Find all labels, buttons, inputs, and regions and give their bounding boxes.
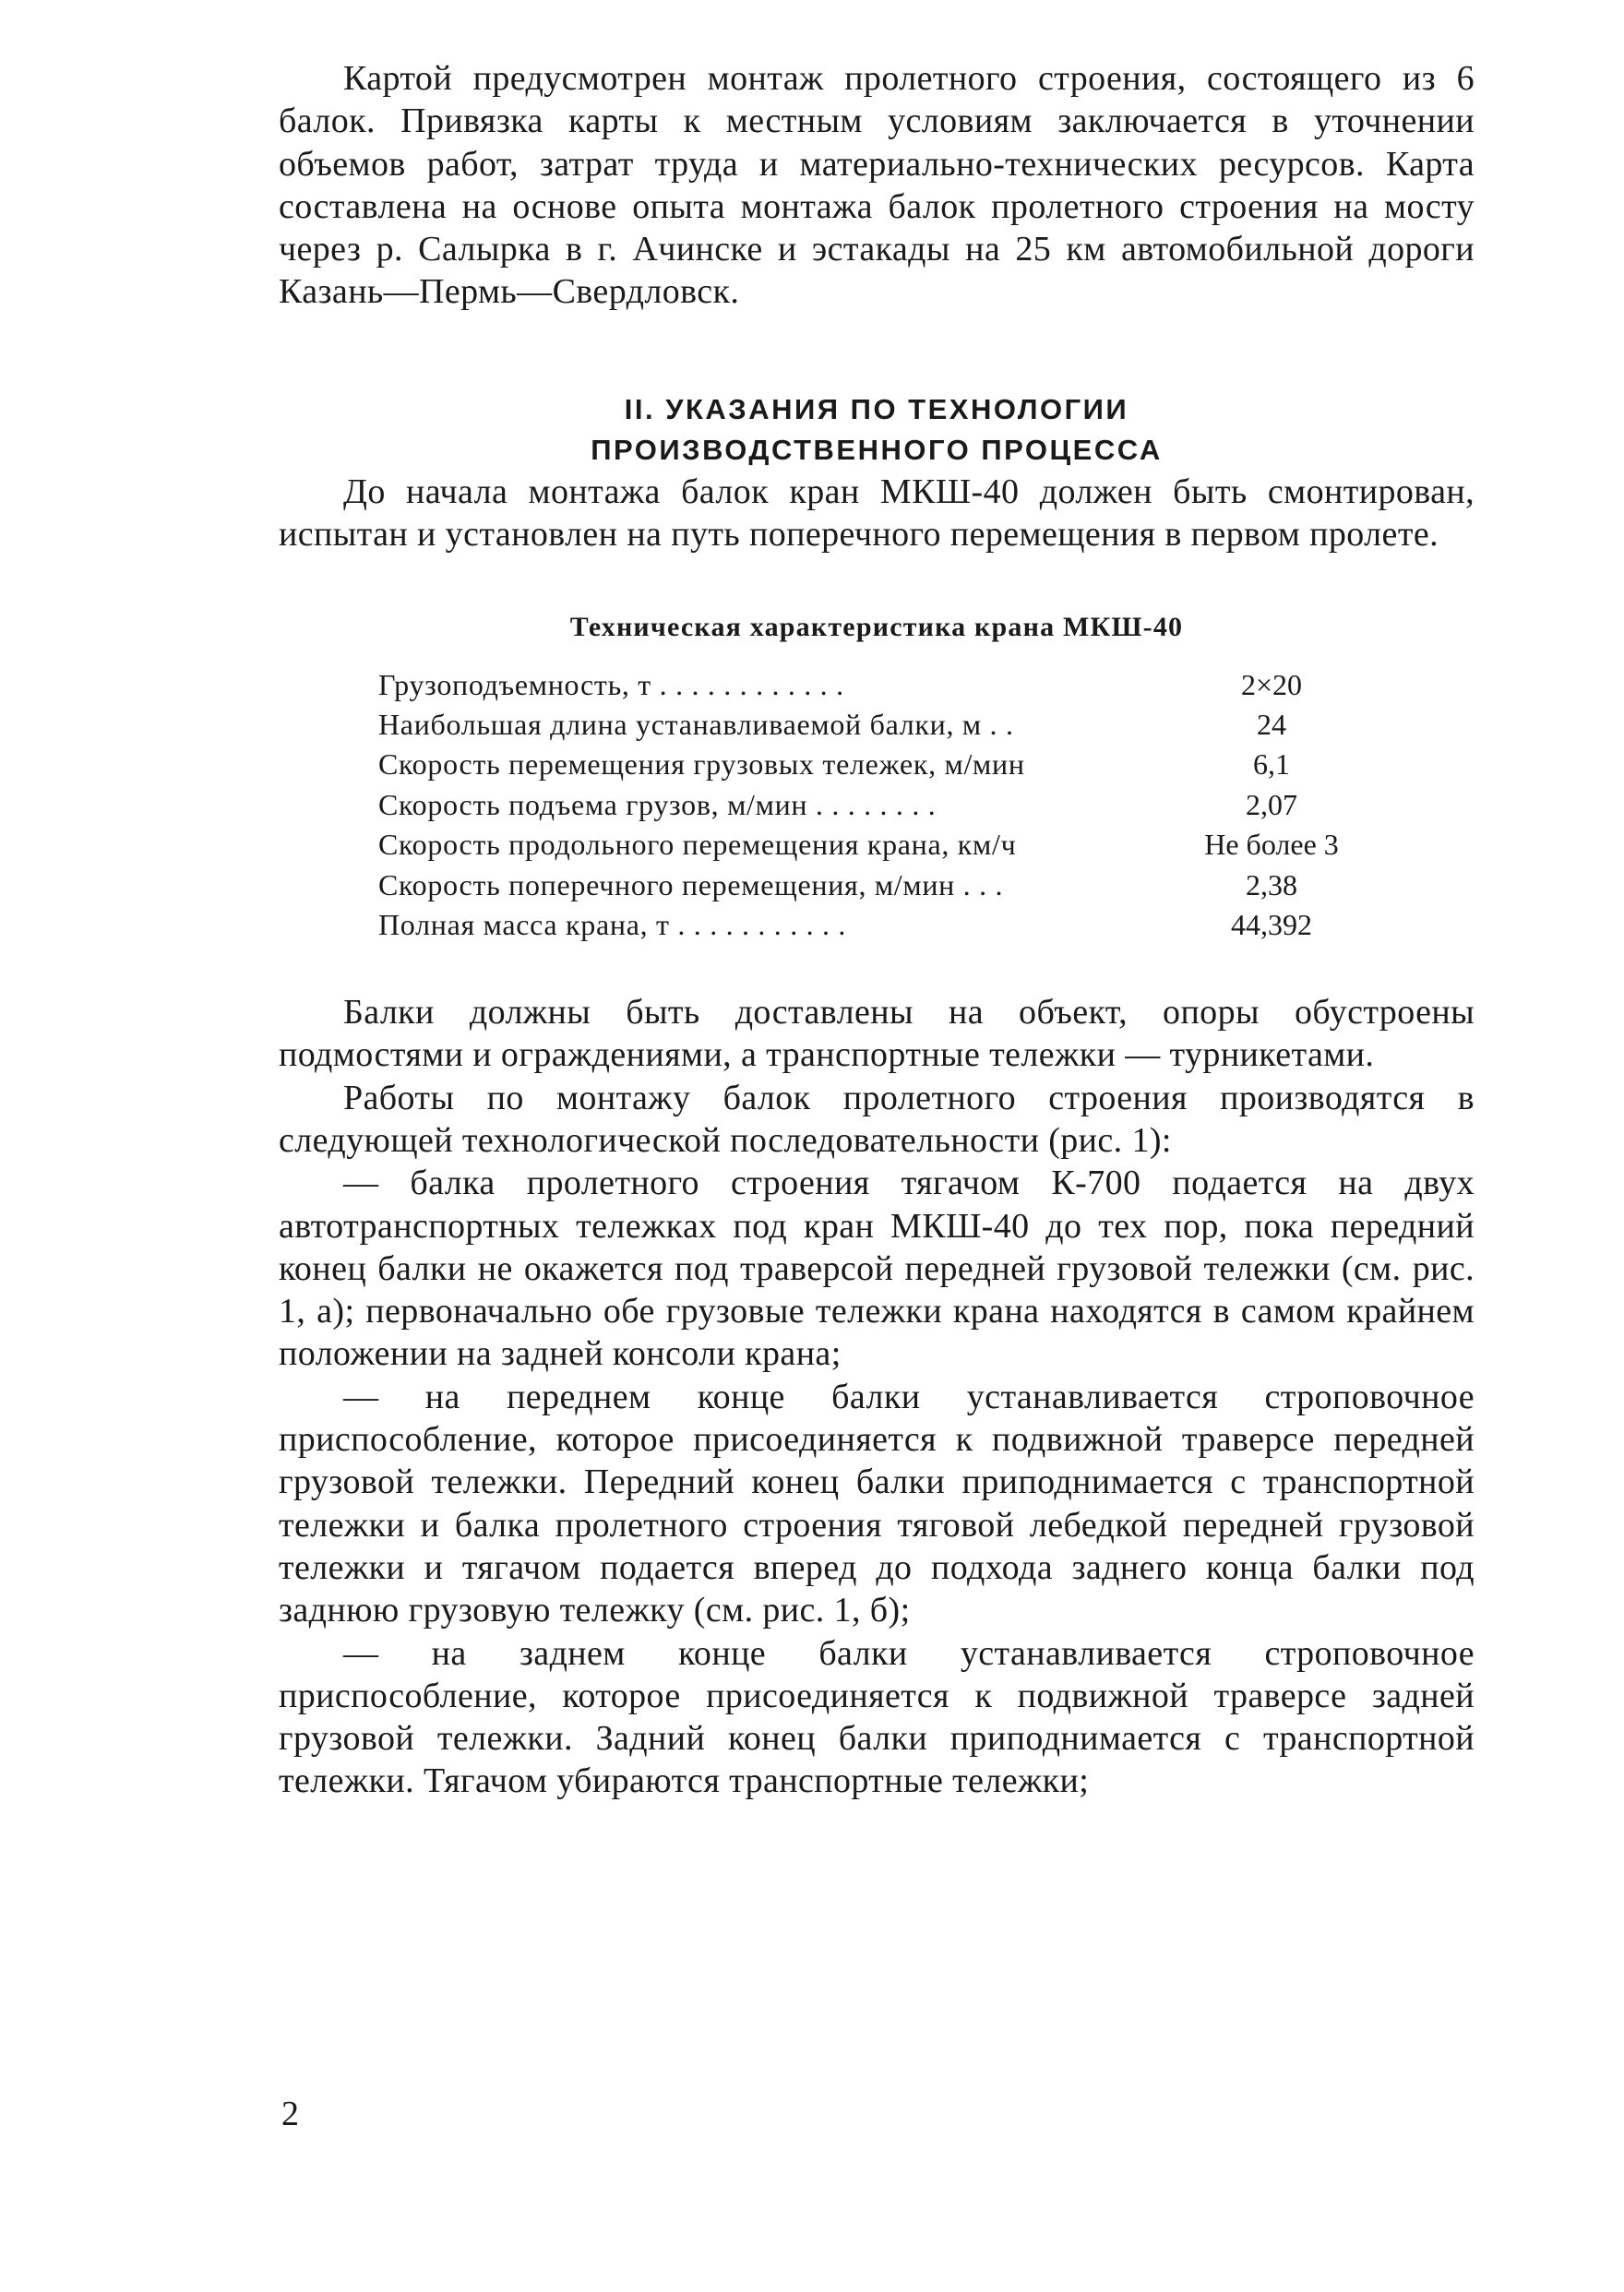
specs-row (378, 905, 1364, 945)
specs-label: Полная масса крана, т . . . . . . . . . . . (378, 907, 847, 941)
specs-value: 2×20 (1240, 667, 1303, 701)
specs-table-title: Техническая характеристика крана МКШ-40 (569, 612, 1184, 643)
specs-value: 2,07 (1246, 787, 1297, 821)
section-heading-line-2: ПРОИЗВОДСТВЕННОГО ПРОЦЕССА (591, 433, 1163, 466)
specs-label: Скорость перемещения грузовых тележек, м/мин (378, 747, 1025, 782)
step-3-paragraph: — на заднем конце балки устанавливается строповочное приспособление, которое присоединяется к подвижной траверсе задней грузовой тележки. Задний конец балки приподнимается с транспортной тележки. Тягачом убираются транспортные тележки; (279, 1633, 1475, 1801)
specs-row (378, 705, 1364, 745)
specs-label: Скорость поперечного перемещения, м/мин . . . (378, 867, 1004, 901)
procedure-section (279, 991, 1475, 1803)
specs-row (378, 745, 1364, 784)
specs-label: Наибольшая длина устанавливаемой балки, м . . (378, 707, 1014, 741)
intro-paragraph: Картой предусмотрен монтаж пролетного строения, состоящего из 6 балок. Привязка карты к местным условиям заключается в уточнении объемов работ, затрат труда и материально-технических ресурсов. Карта составлена на основе опыта монтажа балок пролетного строения на мосту через р. Салырка в г. Ачинске и эстакады на 25 км автомобильной дороги Казань—Пермь—Свердловск. (279, 59, 1475, 312)
specs-row (378, 664, 1364, 704)
step-1-paragraph: — балка пролетного строения тягачом К-700 подается на двух автотранспортных тележках под кран МКШ-40 до тех пор, пока передний конец балки не окажется под траверсой передней грузовой тележки (см. рис. 1, а); первоначально обе грузовые тележки крана находятся в самом крайнем положении на задней консоли крана; (279, 1164, 1475, 1374)
specs-row (378, 825, 1364, 865)
specs-label: Грузоподъемность, т . . . . . . . . . . . . (378, 667, 844, 701)
page-body (279, 57, 1475, 1803)
delivery-paragraph: Балки должны быть доставлены на объект, опоры обустроены подмостями и ограждениями, а транспортные тележки — турникетами. (279, 993, 1475, 1075)
step-2-paragraph: — на переднем конце балки устанавливается строповочное приспособление, которое присоединяется к подвижной траверсе передней грузовой тележки. Передний конец балки приподнимается с транспортной тележки и балка пролетного строения тяговой лебедкой передней грузовой тележки и тягачом подается вперед до подхода заднего конца балки под заднюю грузовую тележку (см. рис. 1, б); (279, 1377, 1475, 1630)
specs-row (378, 785, 1364, 825)
specs-label: Скорость подъема грузов, м/мин . . . . . . . . (378, 787, 937, 821)
section-heading (279, 389, 1475, 471)
pre-assembly-paragraph: До начала монтажа балок кран МКШ-40 должен быть смонтирован, испытан и установлен на путь поперечного перемещения в первом пролете. (279, 472, 1475, 555)
specs-value: 6,1 (1253, 747, 1290, 782)
specs-value: 44,392 (1231, 907, 1312, 941)
specs-value: 2,38 (1246, 867, 1297, 901)
specs-row (378, 865, 1364, 904)
section-heading-line-1: II. УКАЗАНИЯ ПО ТЕХНОЛОГИИ (624, 392, 1129, 425)
sequence-intro-paragraph: Работы по монтажу балок пролетного строения производятся в следующей технологической последовательности (рис. 1): (279, 1078, 1475, 1160)
page-number: 2 (281, 2095, 299, 2133)
specs-table (378, 664, 1364, 945)
specs-value: Не более 3 (1204, 828, 1339, 862)
specs-value: 24 (1257, 707, 1286, 741)
specs-label: Скорость продольного перемещения крана, км/ч (378, 828, 1017, 862)
